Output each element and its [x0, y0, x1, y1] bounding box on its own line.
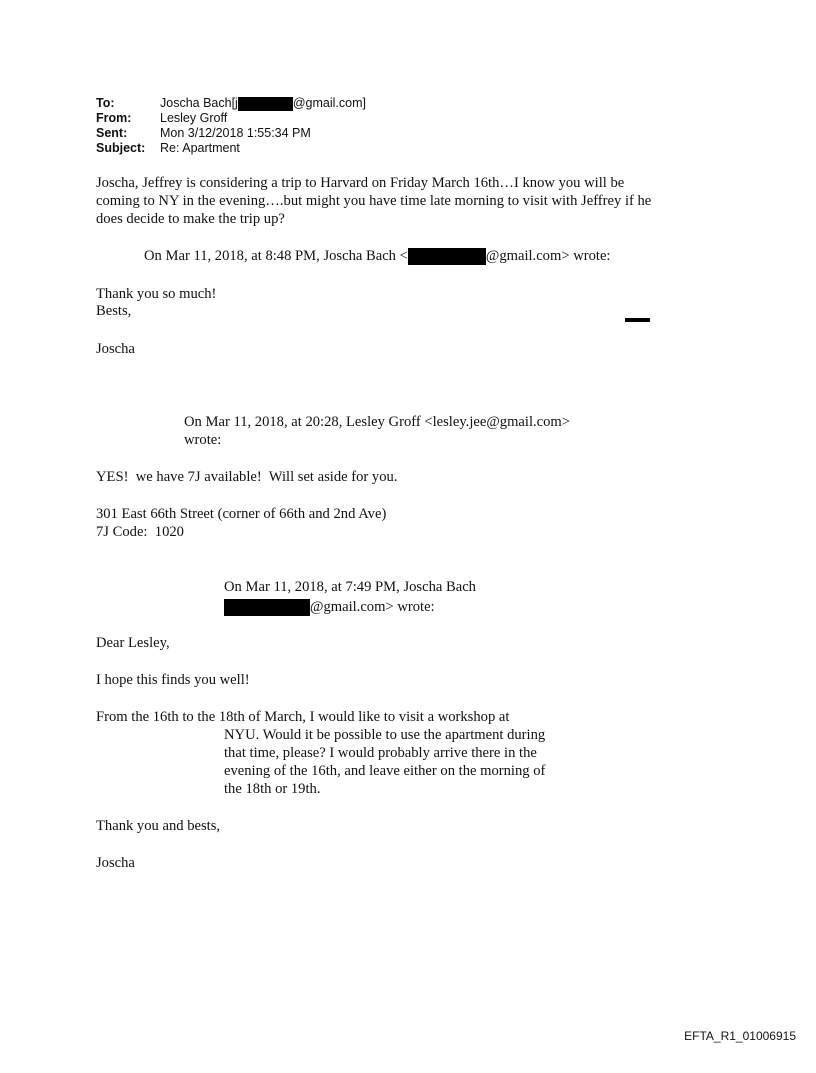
subject-row [96, 141, 366, 156]
body-line: Thank you so much! [96, 286, 217, 302]
subject-value: Re: Apartment [160, 141, 240, 155]
body-line: Bests, [96, 303, 132, 319]
address-line: 301 East 66th Street (corner of 66th and 2nd Ave) [96, 506, 387, 522]
redaction-block [224, 599, 310, 616]
document-id: EFTA_R1_01006915 [684, 1029, 796, 1043]
from-label: From: [96, 111, 132, 125]
body-line: From the 16th to the 18th of March, I would like to visit a workshop at [96, 709, 510, 725]
quote-header-2-line1: On Mar 11, 2018, at 20:28, Lesley Groff <lesley.jee@gmail.com> [184, 414, 571, 430]
redaction-block [238, 97, 293, 111]
to-label: To: [96, 96, 115, 110]
body-line: coming to NY in the evening….but might you have time late morning to visit with Jeffrey if he [96, 193, 652, 209]
body-line: Dear Lesley, [96, 635, 170, 651]
to-row [96, 96, 366, 111]
email-header [96, 96, 366, 156]
body-line: that time, please? I would probably arrive there in the [224, 745, 537, 761]
body-line: I hope this finds you well! [96, 672, 250, 688]
redaction-mark [625, 318, 650, 322]
body-line: NYU. Would it be possible to use the apartment during [224, 727, 546, 743]
body-line: does decide to make the trip up? [96, 211, 285, 227]
code-line: 7J Code: 1020 [96, 524, 184, 540]
body-line: Joscha, Jeffrey is considering a trip to Harvard on Friday March 16th…I know you will be [96, 175, 625, 191]
body-line: Thank you and bests, [96, 818, 221, 834]
sent-row [96, 126, 366, 141]
signature: Joscha [96, 855, 135, 871]
quote-header-1: On Mar 11, 2018, at 8:48 PM, Joscha Bach < @gmail.com> wrote: [144, 248, 611, 264]
sent-label: Sent: [96, 126, 128, 140]
from-row [96, 111, 366, 126]
body-line: evening of the 16th, and leave either on the morning of [224, 763, 546, 779]
subject-label: Subject: [96, 141, 146, 155]
quote-header-3-line2: @gmail.com> wrote: [224, 599, 435, 616]
quote-header-2-line2: wrote: [184, 432, 222, 448]
from-value: Lesley Groff [160, 111, 228, 125]
sent-value: Mon 3/12/2018 1:55:34 PM [160, 126, 311, 140]
redaction-block [408, 248, 486, 265]
body-line: Joscha [96, 341, 135, 357]
quote-header-3-line1: On Mar 11, 2018, at 7:49 PM, Joscha Bach [224, 579, 476, 595]
body-line: the 18th or 19th. [224, 781, 321, 797]
body-line: YES! we have 7J available! Will set aside for you. [96, 469, 398, 485]
to-value: Joscha Bach[j @gmail.com] [160, 96, 366, 110]
